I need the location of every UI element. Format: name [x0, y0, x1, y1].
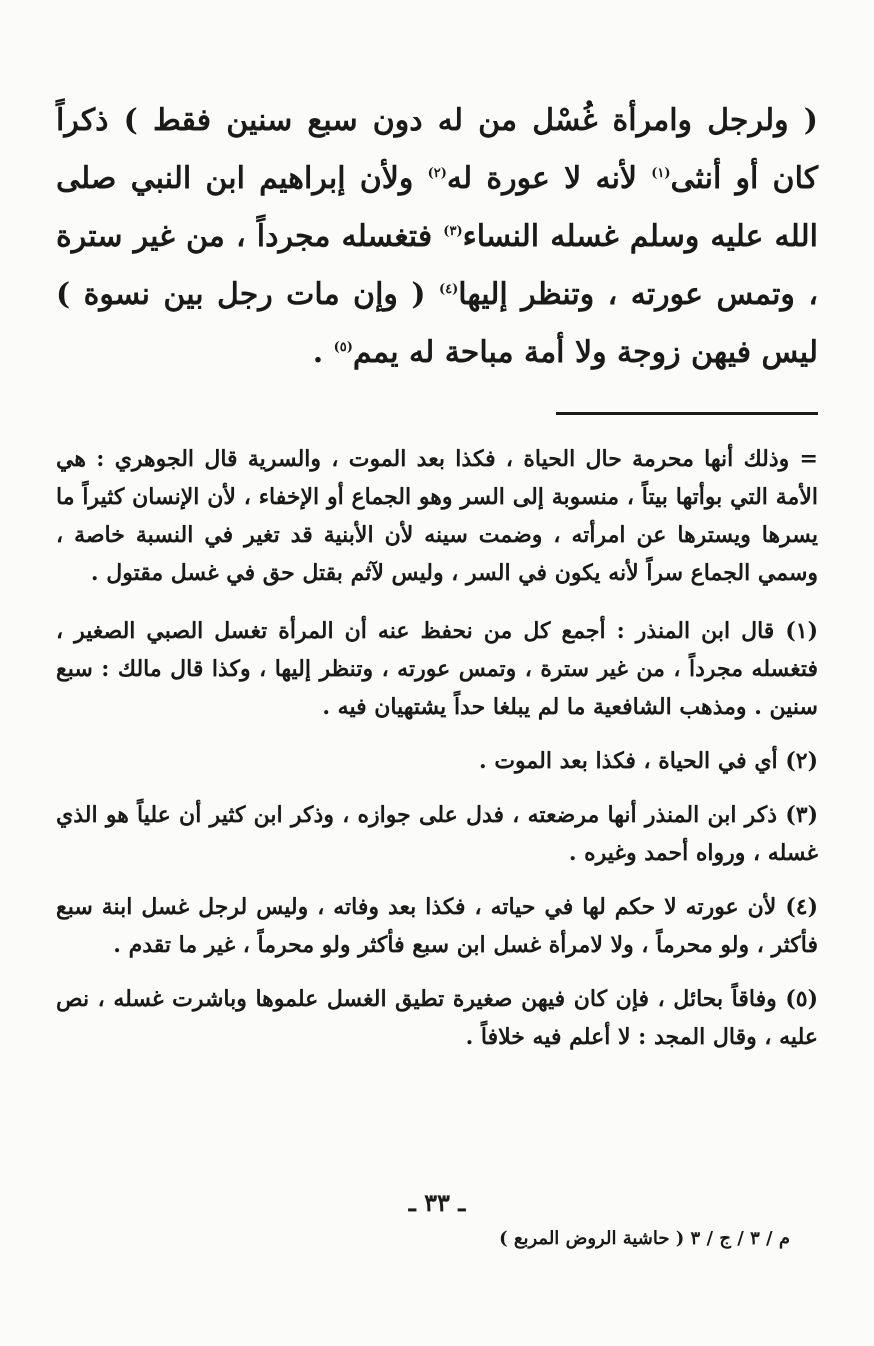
footnote-separator: [556, 412, 818, 415]
main-text-part: ولأن إبراهيم ابن النبي صلى الله عليه وسلم غسله النساء: [56, 161, 818, 254]
footnote-4: [56, 888, 818, 964]
footnote-5: [56, 980, 818, 1056]
footnote-continuation: = وذلك أنها محرمة حال الحياة ، فكذا بعد الموت ، والسرية قال الجوهري : هي الأمة التي بوأتها بيتاً ، منسوبة إلى السر وهو الجماع أو الإخفاء ، لأن الإنسان كثيراً ما يسرها ويسترها عن امرأته ، وضمت سينه لأن الأبنية قد تغير في النسبة خاصة ، وسمي الجماع سراً لأنه يكون في السر ، وليس لآثم بقتل حق في غسل مقتول .: [56, 446, 818, 586]
footnote-ref-2: (٢): [427, 166, 447, 181]
main-text-part: فتغسله مجرداً ، من غير سترة ، وتمس عورته ، وتنظر إليها: [56, 219, 819, 312]
main-paragraph: [56, 92, 818, 382]
footnote-text: وفاقاً بحائل ، فإن كان فيهن صغيرة تطيق الغسل علموها وباشرت غسله ، نص عليه ، وقال المجد : لا أعلم فيه خلافاً .: [56, 986, 818, 1050]
main-text-part: ( وإن مات رجل بين نسوة ) ليس فيهن زوجة ولا أمة مباحة له يمم: [56, 277, 818, 370]
footnote-number: (٤): [785, 894, 818, 920]
footnote-2: [56, 742, 818, 780]
printer-signature: م / ٣ / ج / ٣ ( حاشية الروض المربع ): [499, 1228, 790, 1249]
footnote-number: (٥): [785, 986, 818, 1012]
footnote-ref-5: (٥): [333, 340, 353, 355]
footnote-number: (٢): [785, 748, 818, 774]
footnote-ref-4: (٤): [438, 282, 459, 297]
footnote-text: ذكر ابن المنذر أنها مرضعته ، فدل على جوازه ، وذكر ابن كثير أن علياً هو الذي غسله ، ورواه أحمد وغيره .: [56, 802, 818, 866]
footnote-1: [56, 612, 818, 726]
footnote-3: [56, 796, 818, 872]
footnote-text: قال ابن المنذر : أجمع كل من نحفظ عنه أن المرأة تغسل الصبي الصغير ، فتغسله مجرداً ، من غير سترة ، وتمس عورته ، وتنظر إليها ، وكذا قال مالك : سبع سنين . ومذهب الشافعية ما لم يبلغا حداً يشتهيان فيه .: [56, 618, 818, 720]
main-text: [56, 92, 818, 382]
page-number: ـ ٣٣ ـ: [408, 1188, 466, 1217]
footnote-number: (٣): [785, 802, 818, 828]
footnote-text: لأن عورته لا حكم لها في حياته ، فكذا بعد وفاته ، وليس لرجل غسل ابنة سبع فأكثر ، ولو محرماً ، ولا لامرأة غسل ابن سبع فأكثر ولو محرماً ، غير ما تقدم .: [56, 894, 818, 958]
footnote-ref-3: (٣): [443, 224, 463, 239]
main-text-part: لأنه لا عورة له: [446, 161, 652, 196]
footnote-ref-1: (١): [651, 166, 671, 181]
footnotes: [56, 440, 818, 1072]
footnote-text: أي في الحياة ، فكذا بعد الموت .: [479, 748, 786, 774]
main-text-part: ( ولرجل وامرأة غُسْل من له دون سبع سنين فقط ) ذكراً كان أو أنثى: [56, 103, 819, 196]
footnote-number: (١): [785, 618, 818, 644]
main-text-part: .: [312, 335, 334, 370]
